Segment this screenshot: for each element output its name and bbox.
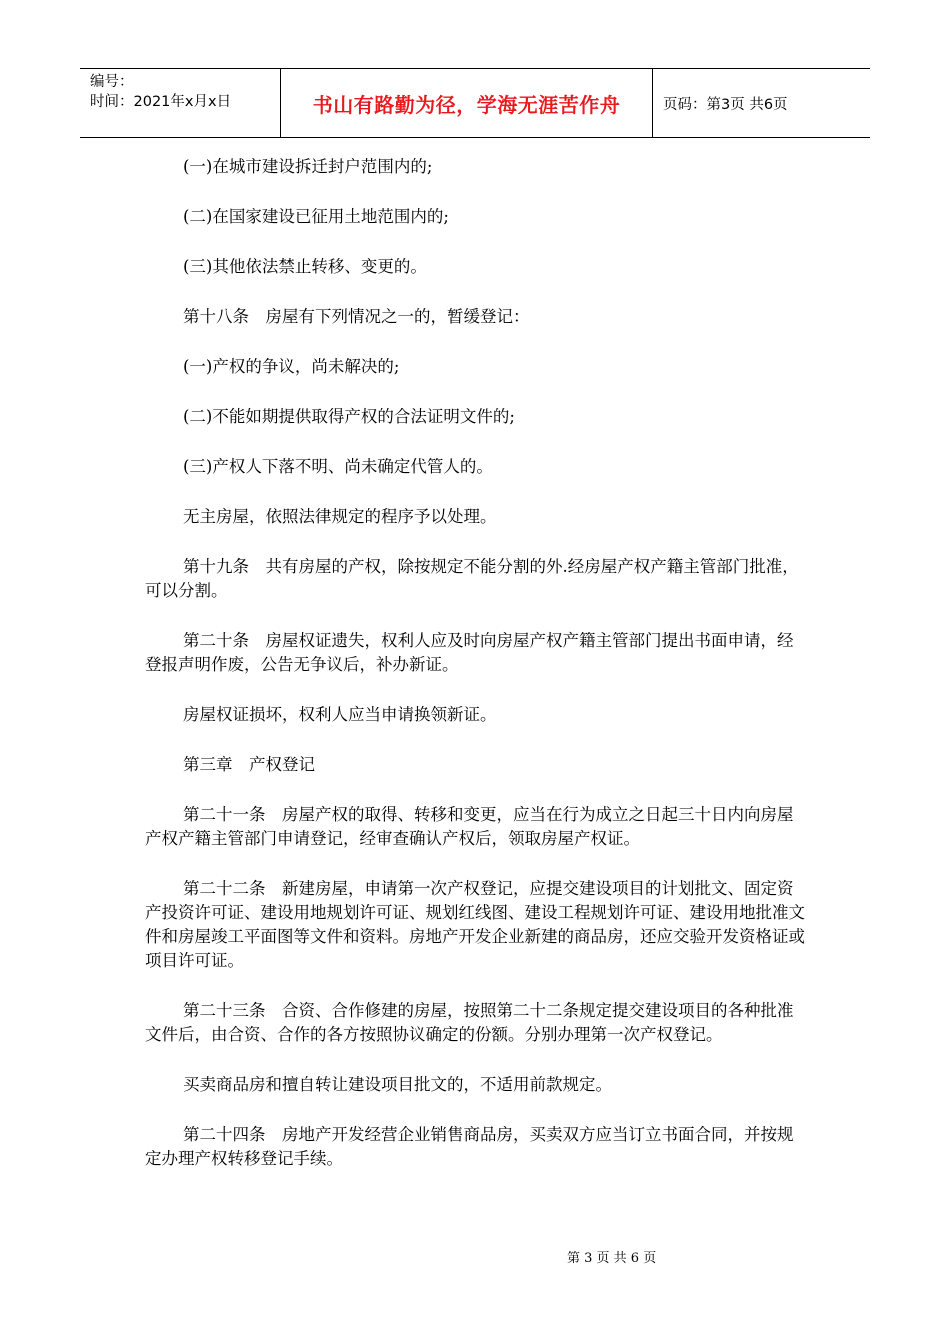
paragraph: (一)产权的争议，尚未解决的; [183,357,400,376]
paragraph: (三)其他依法禁止转移、变更的。 [183,257,427,276]
chapter-heading: 第三章 产权登记 [183,755,315,774]
article-paragraph: 第二十二条 新建房屋，申请第一次产权登记，应提交建设项目的计划批文、固定资产投资许可证、建设用地规划许可证、规划红线图、建设工程规划许可证、建设用地批准文件和房屋竣工平面图等文件和资料。房地产开发企业新建的商品房，还应交验开发资格证或项目许可证。 [145,879,805,970]
page-footer: 第 3 页 共 6 页 [567,1251,657,1266]
paragraph: 无主房屋，依照法律规定的程序予以处理。 [183,507,497,526]
document-number-label: 编号： [90,74,134,90]
page-header [80,68,870,138]
paragraph: (二)不能如期提供取得产权的合法证明文件的; [183,407,515,426]
article-paragraph: 第二十三条 合资、合作修建的房屋，按照第二十二条规定提交建设项目的各种批准文件后，由合资、合作的各方按照协议确定的份额。分别办理第一次产权登记。 [145,1001,794,1044]
paragraph: 房屋权证损坏，权利人应当申请换领新证。 [183,705,497,724]
paragraph: 买卖商品房和擅自转让建设项目批文的，不适用前款规定。 [183,1075,612,1094]
article-paragraph: 第十八条 房屋有下列情况之一的，暂缓登记： [183,307,530,326]
paragraph: (二)在国家建设已征用土地范围内的; [183,207,449,226]
header-meta [80,69,281,137]
article-paragraph: 第二十四条 房地产开发经营企业销售商品房，买卖双方应当订立书面合同，并按规定办理产权转移登记手续。 [145,1125,794,1168]
article-paragraph: 第二十一条 房屋产权的取得、转移和变更，应当在行为成立之日起三十日内向房屋产权产籍主管部门申请登记，经审查确认产权后，领取房屋产权证。 [145,805,794,848]
article-paragraph: 第十九条 共有房屋的产权，除按规定不能分割的外.经房屋产权产籍主管部门批准，可以分割。 [145,557,799,600]
article-paragraph: 第二十条 房屋权证遗失，权利人应及时向房屋产权产籍主管部门提出书面申请，经登报声明作废，公告无争议后，补办新证。 [145,631,794,674]
paragraph: (一)在城市建设拆迁封户范围内的; [183,157,433,176]
paragraph: (三)产权人下落不明、尚未确定代管人的。 [183,457,493,476]
header-motto: 书山有路勤为径，学海无涯苦作舟 [281,69,653,137]
header-page-label: 页码：第3页 共6页 [663,96,788,113]
document-time-label: 时间：2021年x月x日 [90,94,232,110]
document-body [145,155,807,1171]
